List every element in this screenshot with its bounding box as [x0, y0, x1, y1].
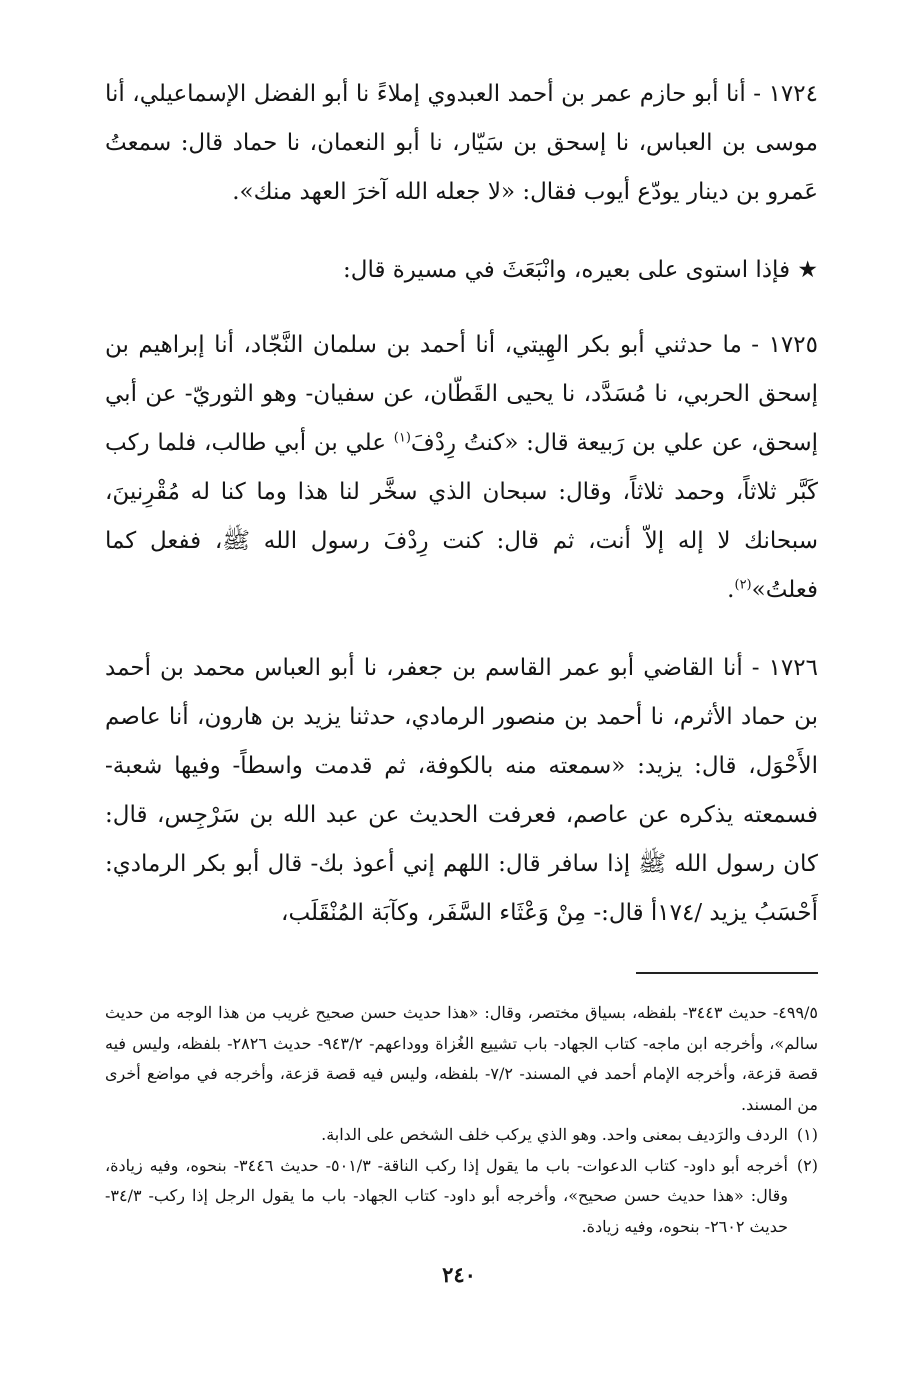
hadith-1725-end: .	[727, 577, 735, 603]
chapter-intro: ★ فإذا استوى على بعيره، وانْبَعَثَ في مسيرة قال:	[342, 257, 818, 283]
hadith-1725-text-a: ١٧٢٥ - ما حدثني أبو بكر الهِيتي، أنا أحمد بن سلمان النَّجّاد، أنا إبراهيم بن إسحق الحربي، نا مُسَدَّد، نا يحيى القَطّان، عن سفيان- وهو الثوريّ- عن أبي إسحق، عن علي بن رَبيعة قال: «كنتُ رِدْفَ	[105, 332, 818, 456]
footnote-divider	[636, 972, 818, 974]
hadith-1725-text-b: علي بن أبي طالب، فلما ركب كَبَّر ثلاثاً، وحمد ثلاثاً، وقال: سبحان الذي سخَّر لنا هذا وما كنا له مُقْرِنينَ، سبحانك لا إله إلاّ أنت، ثم قال: كنت رِدْفَ رسول الله ﷺ، ففعل كما فعلتُ»	[105, 430, 818, 603]
footnote-ref-2[interactable]: (٢)	[734, 577, 752, 593]
hadith-1725	[105, 321, 818, 615]
footnote-2-mark: (٢)	[796, 1155, 818, 1175]
footnote-1	[105, 1120, 818, 1151]
footnotes	[105, 998, 818, 1242]
page-number: ٢٤٠	[442, 1262, 476, 1287]
footnote-ref-1[interactable]: (١)	[393, 430, 411, 446]
hadith-1724: ١٧٢٤ - أنا أبو حازم عمر بن أحمد العبدوي إملاءً نا أبو الفضل الإسماعيلي، أنا موسى بن العباس، نا إسحق بن سَيّار، نا أبو النعمان، نا حماد قال: سمعتُ عَمرو بن دينار يودّع أيوب فقال: «لا جعله الله آخرَ العهد منك».	[105, 81, 818, 205]
hadith-1726: ١٧٢٦ - أنا القاضي أبو عمر القاسم بن جعفر، نا أبو العباس محمد بن أحمد بن حماد الأثرم، نا أحمد بن منصور الرمادي، حدثنا يزيد بن هارون، أنا عاصم الأَحْوَل، قال: يزيد: «سمعته منه بالكوفة، ثم قدمت واسطاً- وفيها شعبة- فسمعته يذكره عن عاصم، فعرفت الحديث عن عبد الله بن سَرْجِس، قال: كان رسول الله ﷺ إذا سافر قال: اللهم إني أعوذ بك- قال أبو بكر الرمادي: أَحْسَبُ يزيد /١٧٤أ قال:- مِنْ وَعْثَاء السَّفَر، وكآبَة المُنْقَلَب،	[105, 655, 818, 926]
footnote-2	[105, 1151, 818, 1243]
footnote-1-text: الردف والرَديف بمعنى واحد. وهو الذي يركب خلف الشخص على الدابة.	[321, 1125, 788, 1144]
footnote-source-continuation: ٤٩٩/٥- حديث ٣٤٤٣- بلفظه، بسياق مختصر، وقال: «هذا حديث حسن صحيح غريب من هذا الوجه من حديث سالم»، وأخرجه ابن ماجه- كتاب الجهاد- باب تشييع الغُزاة ووداعهم- ٩٤٣/٢- حديث ٢٨٢٦- بلفظه، وليس فيه قصة قزعة، وأخرجه الإمام أحمد في المسند- ٧/٢- بلفظه، وليس فيه قصة قزعة، وأخرجه في مواضع أخرى من المسند.	[105, 1003, 819, 1114]
main-text	[105, 70, 818, 938]
footnote-1-mark: (١)	[796, 1125, 818, 1144]
footnote-2-text: أخرجه أبو داود- كتاب الدعوات- باب ما يقول إذا ركب الناقة- ٥٠١/٣- حديث ٣٤٤٦- بنحوه، وفيه زيادة، وقال: «هذا حديث حسن صحيح»، وأخرجه أبو داود- كتاب الجهاد- باب ما يقول الرجل إذا ركب- ٣٤/٣- حديث ٢٦٠٢- بنحوه، وفيه زيادة.	[105, 1155, 788, 1236]
